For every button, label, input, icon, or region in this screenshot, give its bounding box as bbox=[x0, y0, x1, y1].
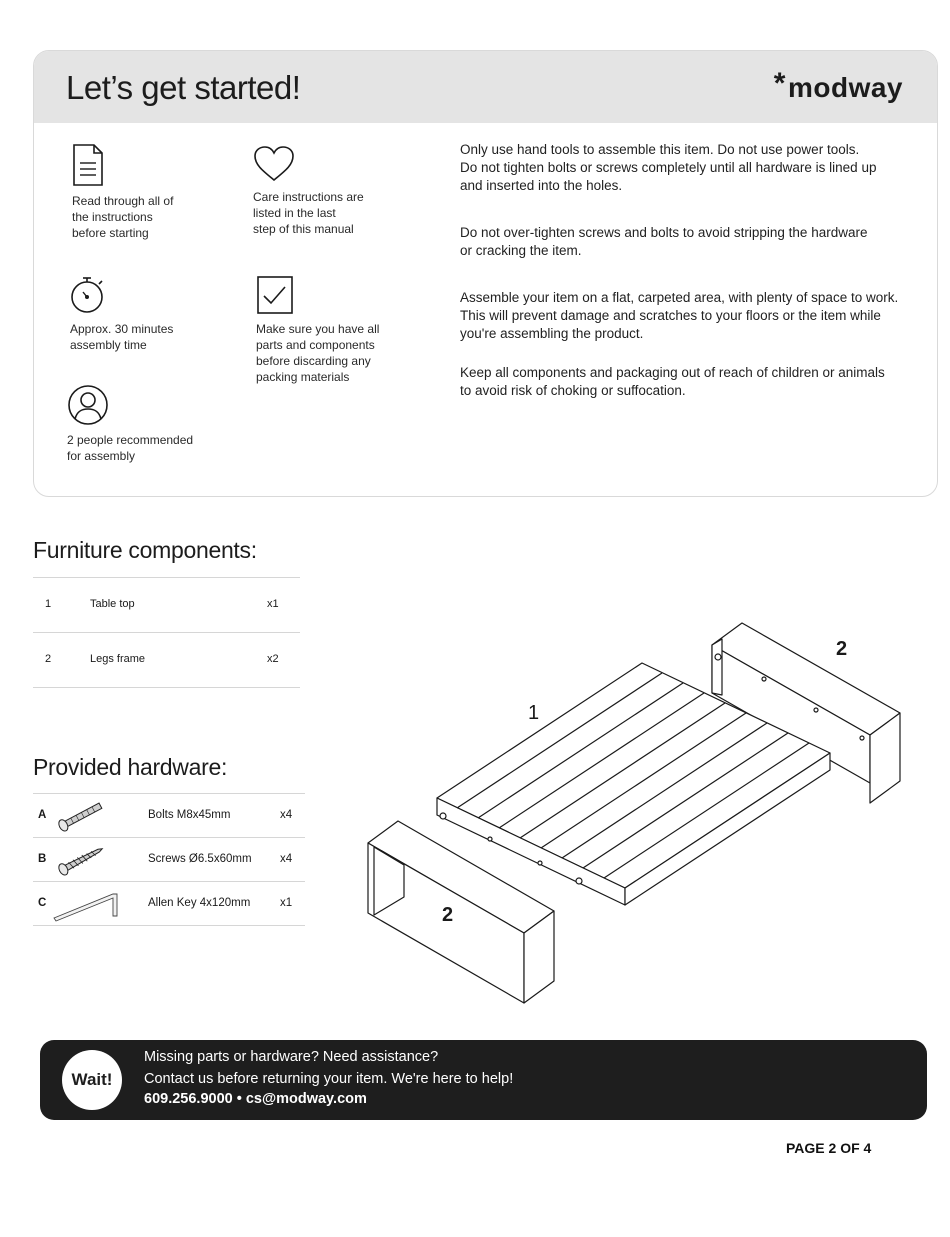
stopwatch-icon bbox=[70, 275, 108, 315]
banner-line-1: Missing parts or hardware? Need assistance? bbox=[144, 1049, 439, 1065]
table-row bbox=[33, 838, 305, 882]
tip-text: Care instructions are listed in the last step of this manual bbox=[253, 190, 364, 236]
label-leg-right: 2 bbox=[836, 638, 848, 660]
hardware-name: Allen Key 4x120mm bbox=[148, 897, 251, 909]
hardware-letter: A bbox=[38, 809, 47, 821]
allen-key-icon bbox=[51, 886, 131, 922]
hardware-name: Bolts M8x45mm bbox=[148, 809, 231, 821]
note-over-tighten: Do not over-tighten screws and bolts to avoid stripping the hardware or cracking the item. bbox=[460, 225, 868, 258]
getting-started-card bbox=[33, 50, 938, 497]
assistance-banner bbox=[40, 1040, 927, 1120]
tip-two-people bbox=[67, 384, 217, 464]
table-row bbox=[33, 633, 300, 688]
banner-line-2: Contact us before returning your item. We're here to help! bbox=[144, 1071, 514, 1087]
label-leg-left: 2 bbox=[442, 904, 454, 926]
tip-care-instructions bbox=[253, 145, 403, 237]
hardware-letter: C bbox=[38, 897, 47, 909]
tip-text: Read through all of the instructions before starting bbox=[72, 194, 174, 240]
tip-check-parts bbox=[256, 275, 406, 385]
component-qty: x2 bbox=[267, 653, 279, 665]
component-number: 1 bbox=[45, 598, 52, 610]
hardware-qty: x4 bbox=[280, 853, 293, 865]
bolt-icon bbox=[51, 798, 111, 834]
note-flat-area: Assemble your item on a flat, carpeted area, with plenty of space to work. This will prevent damage and scratches to your floors or the item while you're assembling the product. bbox=[460, 290, 899, 341]
checkbox-icon bbox=[256, 275, 294, 315]
tip-text: Approx. 30 minutes assembly time bbox=[70, 322, 174, 352]
hardware-qty: x4 bbox=[280, 809, 293, 821]
component-name: Legs frame bbox=[90, 653, 146, 665]
components-title: Furniture components: bbox=[33, 537, 257, 563]
exploded-assembly-diagram bbox=[360, 615, 920, 1015]
person-icon bbox=[67, 384, 109, 426]
document-icon bbox=[72, 143, 104, 187]
page-title: Let’s get started! bbox=[66, 69, 301, 106]
tip-text: 2 people recommended for assembly bbox=[67, 433, 194, 463]
hardware-qty: x1 bbox=[280, 897, 293, 909]
tip-read-instructions bbox=[72, 143, 222, 241]
hardware-letter: B bbox=[38, 853, 47, 865]
card-header bbox=[34, 51, 937, 123]
hardware-title: Provided hardware: bbox=[33, 754, 228, 780]
table-row bbox=[33, 578, 300, 633]
table-row bbox=[33, 794, 305, 838]
page-number: PAGE 2 OF 4 bbox=[786, 1140, 872, 1156]
hardware-name: Screws Ø6.5x60mm bbox=[148, 853, 252, 865]
note-hand-tools: Only use hand tools to assemble this item. Do not use power tools. Do not tighten bolts or screws completely until all hardware is lined up and inserted into the holes. bbox=[460, 142, 877, 193]
note-children: Keep all components and packaging out of reach of children or animals to avoid risk of choking or suffocation. bbox=[460, 365, 885, 398]
component-number: 2 bbox=[45, 653, 52, 665]
component-qty: x1 bbox=[267, 598, 279, 610]
table-row bbox=[33, 882, 305, 926]
label-table-top: 1 bbox=[528, 702, 540, 724]
wait-badge: Wait! bbox=[62, 1050, 122, 1110]
screw-icon bbox=[51, 842, 111, 878]
tip-assembly-time bbox=[70, 275, 220, 353]
heart-icon bbox=[253, 145, 295, 183]
component-name: Table top bbox=[90, 598, 135, 610]
contact-info[interactable]: 609.256.9000 • cs@modway.com bbox=[144, 1091, 367, 1107]
components-table bbox=[33, 577, 300, 688]
hardware-table bbox=[33, 793, 305, 926]
tip-text: Make sure you have all parts and components before discarding any packing materials bbox=[256, 322, 380, 384]
brand-logo: *modway bbox=[773, 67, 903, 103]
